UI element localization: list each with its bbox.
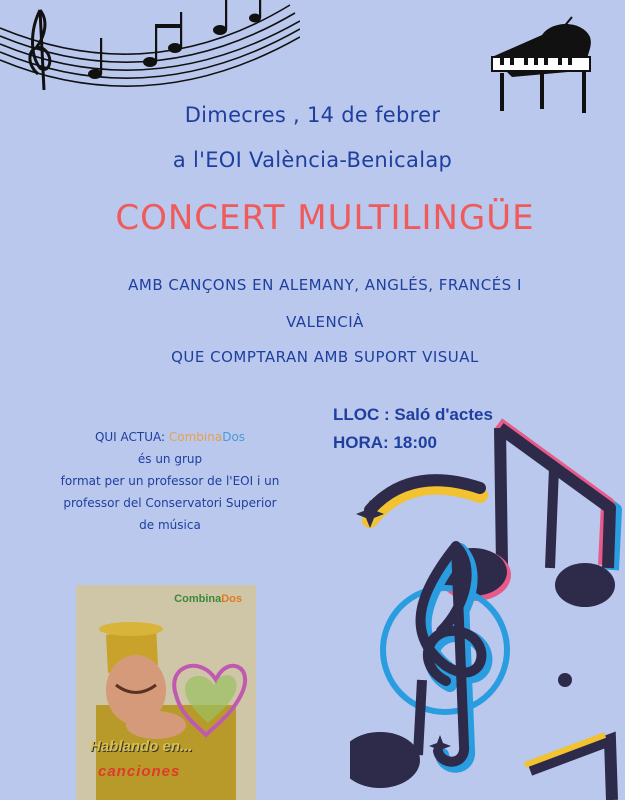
place-info: LLOC : Saló d'actes [333, 405, 493, 424]
performers-line-4: professor del Conservatori Superior [63, 496, 277, 510]
performers-block [20, 426, 320, 536]
event-date: Dimecres , 14 de febrer [184, 103, 441, 127]
performers-line-5: de música [139, 518, 201, 532]
event-title: CONCERT MULTILINGÜE [115, 198, 535, 238]
poster-slogan: Hablando en... [90, 738, 193, 755]
album-poster [76, 585, 256, 800]
sheet-music-decoration [0, 0, 300, 95]
treble-clef-icon [421, 546, 486, 766]
performers-line-3: format per un professor de l'EOI i un [60, 474, 280, 488]
performers-label: QUI ACTUA: [94, 430, 169, 444]
subtitle-line-2: VALENCIÀ [286, 313, 364, 331]
group-name-part-1: Combina [168, 430, 223, 444]
poster-slogan-2: canciones [98, 763, 181, 780]
performers-line-1 [20, 426, 320, 448]
event-venue: a l'EOI València-Benicalap [172, 148, 453, 172]
time-info: HORA: 18:00 [333, 433, 437, 452]
performers-line-2: és un grup [137, 452, 203, 466]
subtitle-line-1: AMB CANÇONS EN ALEMANY, ANGLÉS, FRANCÉS I [128, 276, 522, 294]
poster-brand [174, 593, 242, 605]
music-notes-decoration [350, 410, 625, 800]
group-name-part-2: Dos [222, 430, 246, 444]
subtitle-line-3: QUE COMPTARAN AMB SUPORT VISUAL [171, 348, 479, 366]
poster-brand-part-1: Combina [174, 593, 222, 605]
poster-brand-part-2: Dos [221, 593, 242, 605]
